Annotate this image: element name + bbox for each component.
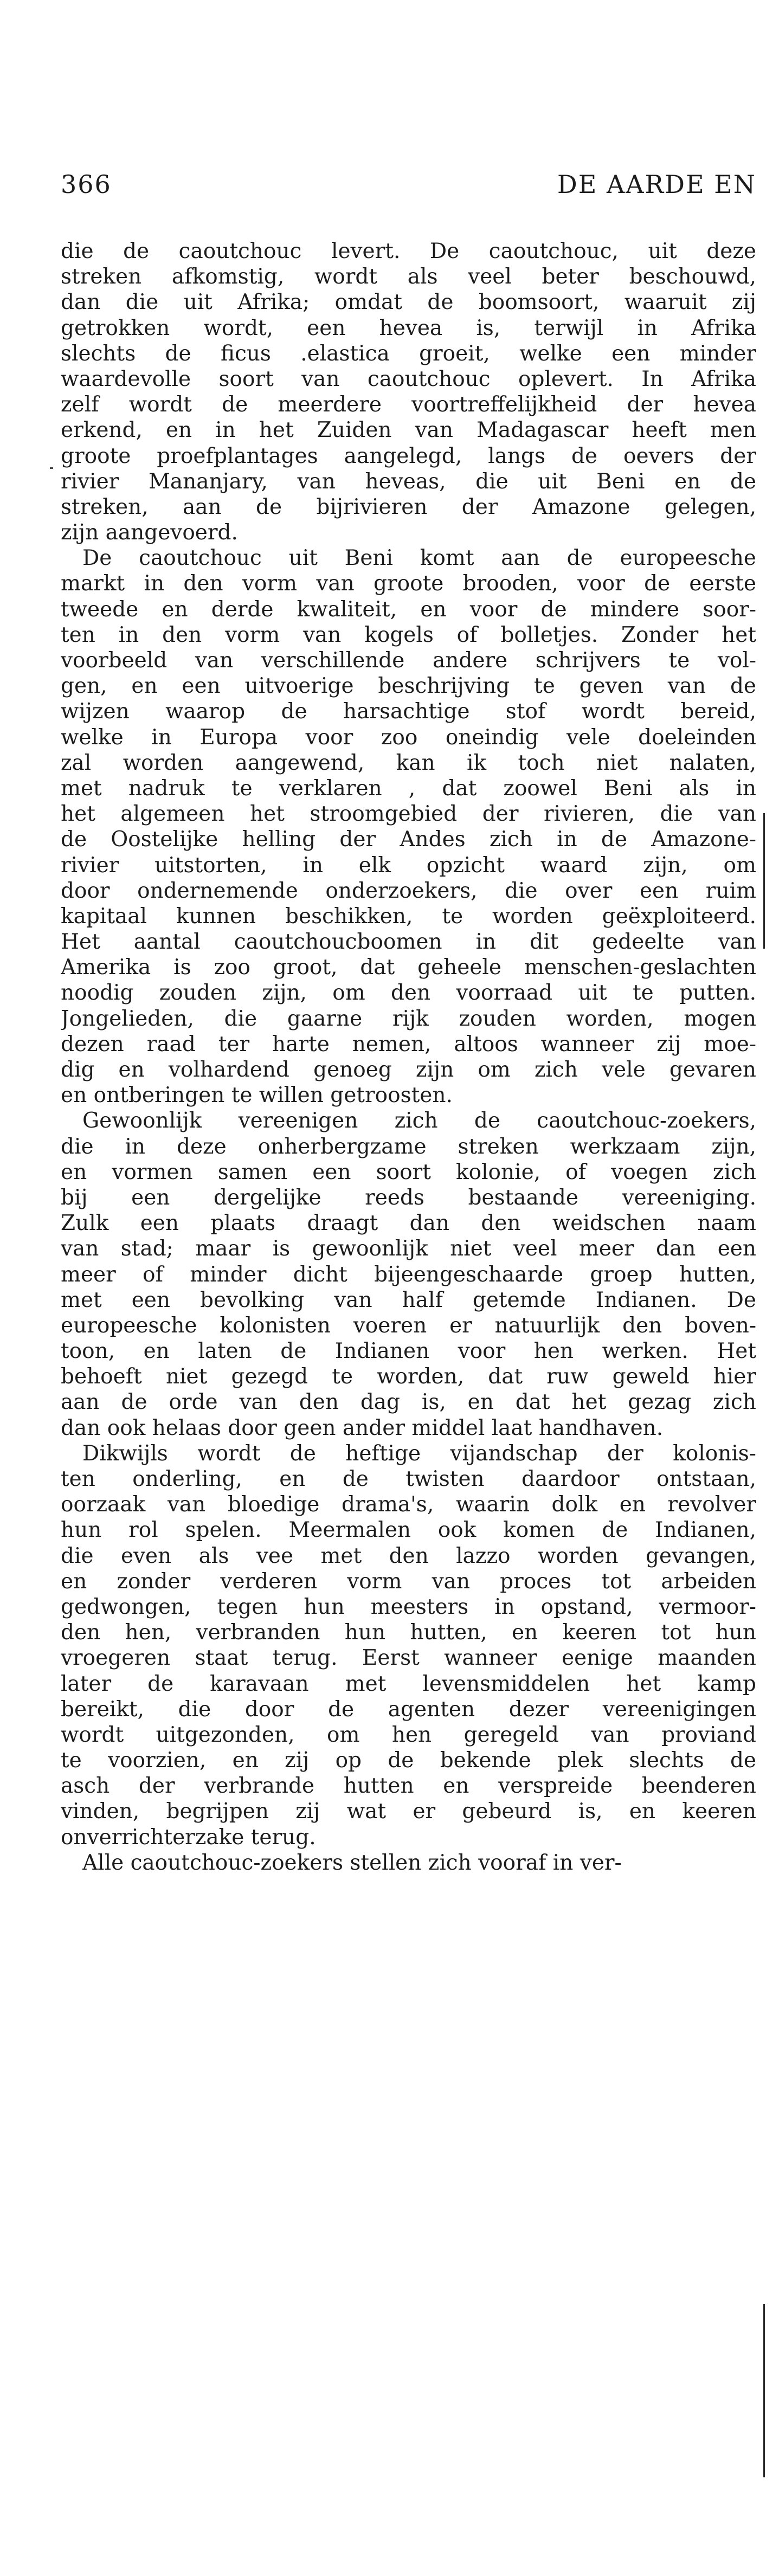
paragraph (61, 1850, 756, 1876)
text-line: door ondernemende onderzoekers, die over een ruim (61, 878, 756, 903)
text-line: asch der verbrande hutten en verspreide beenderen (61, 1774, 756, 1799)
text-line: Jongelieden, die gaarne rijk zouden worden, mogen (61, 1006, 756, 1031)
text-line: gen, en een uitvoerige beschrijving te geven van de (61, 674, 756, 699)
text-line: De caoutchouc uit Beni komt aan de europeesche (82, 546, 756, 571)
text-line: noodig zouden zijn, om den voorraad uit te putten. (61, 981, 756, 1006)
page-number: 366 (61, 170, 112, 199)
text-line: vroegeren staat terug. Eerst wanneer eenige maanden (61, 1646, 756, 1671)
text-line: hun rol spelen. Meermalen ook komen de Indianen, (61, 1518, 756, 1543)
text-line: gedwongen, tegen hun meesters in opstand, vermoor- (61, 1594, 756, 1619)
text-line: te voorzien, en zij op de bekende plek slechts de (61, 1748, 756, 1773)
text-line: wordt uitgezonden, om hen geregeld van proviand (61, 1722, 756, 1747)
text-line: de Oostelijke helling der Andes zich in de Amazone- (61, 827, 756, 852)
text-line: erkend, en in het Zuiden van Madagascar heeft men (61, 418, 756, 443)
text-line: behoeft niet gezegd te worden, dat ruw geweld hier (61, 1364, 756, 1389)
paragraph (61, 1108, 756, 1440)
text-line: later de karavaan met levensmiddelen het kamp (61, 1671, 756, 1696)
text-line: zelf wordt de meerdere voortreffelijkheid der hevea (61, 392, 756, 417)
text-line: vinden, begrijpen zij wat er gebeurd is, en keeren (61, 1799, 756, 1824)
text-line: Amerika is zoo groot, dat geheele menschen-geslachten (61, 955, 756, 980)
margin-rule-lower (763, 2304, 765, 2477)
text-line: zijn aangevoerd. (61, 520, 238, 545)
text-line: onverrichterzake terug. (61, 1825, 316, 1850)
text-line: europeesche kolonisten voeren er natuurlijk den boven- (61, 1313, 756, 1338)
text-line: dan ook helaas door geen ander middel laat handhaven. (61, 1415, 664, 1440)
text-line: en vormen samen een soort kolonie, of voegen zich (61, 1160, 756, 1184)
text-line: Dikwijls wordt de heftige vijandschap der kolonis- (82, 1441, 756, 1466)
text-line: bereikt, die door de agenten dezer vereenigingen (61, 1697, 756, 1722)
text-line: dan die uit Afrika; omdat de boomsoort, waaruit zij (61, 290, 756, 315)
text-line: met nadruk te verklaren , dat zoowel Beni als in (61, 776, 756, 801)
text-line: aan de orde van den dag is, en dat het gezag zich (61, 1390, 756, 1415)
text-line: van stad; maar is gewoonlijk niet veel meer dan een (61, 1237, 756, 1261)
text-line: wijzen waarop de harsachtige stof wordt bereid, (61, 699, 756, 724)
margin-tick-mark (50, 467, 53, 469)
text-line: die de caoutchouc levert. De caoutchouc, uit deze (61, 239, 756, 263)
text-line: getrokken wordt, een hevea is, terwijl in Afrika (61, 315, 756, 340)
text-line: tweede en derde kwaliteit, en voor de mindere soor- (61, 597, 756, 622)
text-line: markt in den vorm van groote brooden, voor de eerste (61, 571, 756, 596)
running-head (61, 165, 756, 203)
text-line: Alle caoutchouc-zoekers stellen zich vooraf in ver- (82, 1850, 622, 1875)
paragraph (61, 239, 756, 545)
text-line: slechts de ficus .elastica groeit, welke een minder (61, 341, 756, 366)
text-line: rivier uitstorten, in elk opzicht waard zijn, om (61, 853, 756, 878)
paragraph (61, 545, 756, 1108)
text-line: streken afkomstig, wordt als veel beter beschouwd, (61, 265, 756, 289)
text-line: Zulk een plaats draagt dan den weidschen naam (61, 1211, 756, 1236)
text-line: oorzaak van bloedige drama's, waarin dolk en revolver (61, 1492, 756, 1517)
text-line: waardevolle soort van caoutchouc oplevert. In Afrika (61, 366, 756, 391)
margin-rule-upper (763, 813, 765, 949)
text-line: ten onderling, en de twisten daardoor ontstaan, (61, 1467, 756, 1491)
body-text (61, 239, 756, 1876)
text-line: streken, aan de bijrivieren der Amazone gelegen, (61, 494, 756, 519)
text-line: en ontberingen te willen getroosten. (61, 1083, 453, 1108)
text-line: en zonder verderen vorm van proces tot arbeiden (61, 1569, 756, 1594)
running-title: DE AARDE EN (557, 170, 756, 199)
text-line: groote proefplantages aangelegd, langs de oevers der (61, 443, 756, 468)
text-line: meer of minder dicht bijeengeschaarde groep hutten, (61, 1262, 756, 1287)
text-line: zal worden aangewend, kan ik toch niet nalaten, (61, 750, 756, 775)
text-line: die even als vee met den lazzo worden gevangen, (61, 1543, 756, 1568)
text-line: dig en volhardend genoeg zijn om zich vele gevaren (61, 1058, 756, 1082)
text-line: Het aantal caoutchoucboomen in dit gedeelte van (61, 930, 756, 955)
paragraph (61, 1441, 756, 1850)
text-line: met een bevolking van half getemde Indianen. De (61, 1287, 756, 1312)
text-line: toon, en laten de Indianen voor hen werken. Het (61, 1339, 756, 1364)
text-line: rivier Mananjary, van heveas, die uit Beni en de (61, 469, 756, 494)
text-line: ten in den vorm van kogels of bolletjes. Zonder het (61, 622, 756, 647)
text-line: voorbeeld van verschillende andere schrijvers te vol- (61, 648, 756, 673)
text-line: bij een dergelijke reeds bestaande vereeniging. (61, 1185, 756, 1210)
text-line: kapitaal kunnen beschikken, te worden geëxploiteerd. (61, 904, 756, 929)
text-line: den hen, verbranden hun hutten, en keeren tot hun (61, 1620, 756, 1645)
text-line: dezen raad ter harte nemen, altoos wanneer zij moe- (61, 1032, 756, 1057)
text-line: het algemeen het stroomgebied der rivieren, die van (61, 802, 756, 827)
text-line: die in deze onherbergzame streken werkzaam zijn, (61, 1134, 756, 1159)
text-line: Gewoonlijk vereenigen zich de caoutchouc-zoekers, (82, 1109, 756, 1134)
text-line: welke in Europa voor zoo oneindig vele doeleinden (61, 725, 756, 750)
